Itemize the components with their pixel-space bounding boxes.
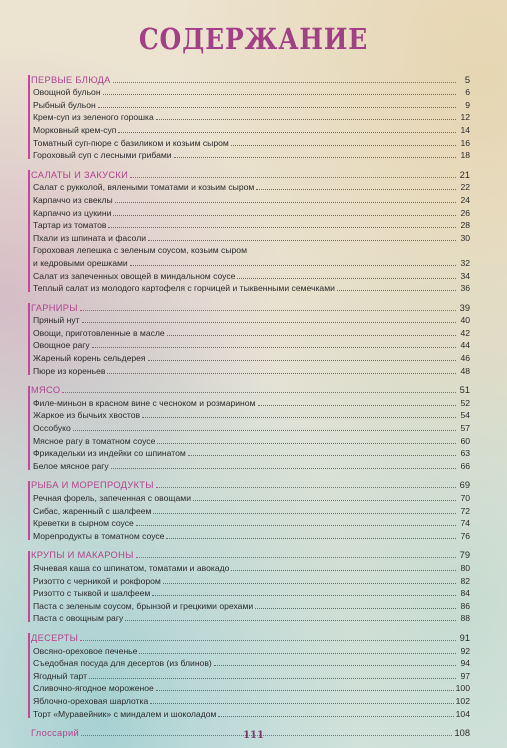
toc-entry[interactable]: Ризотто с черникой и рокфором 82 [33, 575, 470, 586]
section-heading[interactable]: ГАРНИРЫ 39 [31, 302, 470, 313]
section-bar [28, 481, 30, 540]
table-of-contents [28, 73, 470, 746]
toc-entry[interactable]: Рыбный бульон 9 [33, 99, 470, 110]
page-number: 39 [459, 302, 470, 313]
section-bar [28, 551, 30, 623]
toc-entry[interactable]: Съедобная посуда для десертов (из блинов) 94 [33, 658, 470, 669]
toc-entry[interactable]: Жаркое из бычьих хвостов 54 [33, 410, 470, 421]
toc-entry[interactable]: Ячневая каша со шпинатом, томатами и авокадо 80 [33, 562, 470, 573]
toc-entry[interactable]: Салат с рукколой, вялеными томатами и козьим сыром 22 [33, 182, 470, 193]
toc-entry[interactable]: Белое мясное рагу 66 [33, 460, 470, 471]
toc-section-sides [28, 301, 470, 377]
toc-entry[interactable]: Салат из запеченных овощей в миндальном соусе 34 [33, 270, 470, 281]
toc-section-grains [28, 549, 470, 625]
toc-entry[interactable]: Пряный нут 40 [33, 315, 470, 326]
section-bar [28, 386, 30, 470]
toc-entry[interactable]: Мясное рагу в томатном соусе 60 [33, 435, 470, 446]
section-heading[interactable]: КРУПЫ И МАКАРОНЫ 79 [31, 550, 470, 561]
page-number: 91 [459, 632, 470, 643]
toc-entry[interactable]: Сибас, жаренный с шалфеем 72 [33, 505, 470, 516]
toc-entry[interactable]: Яблочно-ореховая шарлотка 102 [33, 695, 470, 706]
toc-entry[interactable]: Теплый салат из молодого картофеля с горчицей и тыквенными семечками 36 [33, 283, 470, 294]
toc-entry[interactable]: Паста с зеленым соусом, брынзой и грецкими орехами 86 [33, 600, 470, 611]
toc-section-first-courses [28, 73, 470, 161]
toc-entry[interactable]: Ризотто с тыквой и шалфеем 84 [33, 588, 470, 599]
page-number: 69 [459, 480, 470, 491]
toc-entry[interactable]: Пхали из шпината и фасоли 30 [33, 232, 470, 243]
section-bar [28, 633, 30, 717]
section-bar [28, 170, 30, 292]
toc-section-salads [28, 168, 470, 294]
page-number: 5 [464, 74, 470, 85]
toc-entry[interactable]: Оссобуко 57 [33, 423, 470, 434]
page-number: 51 [459, 385, 470, 396]
toc-section-fish [28, 479, 470, 542]
toc-entry[interactable]: Овощное рагу 44 [33, 340, 470, 351]
section-heading[interactable]: ПЕРВЫЕ БЛЮДА 5 [31, 74, 470, 85]
toc-entry[interactable]: Крем-суп из зеленого горошка 12 [33, 112, 470, 123]
toc-entry[interactable]: Морепродукты в томатном соусе 76 [33, 530, 470, 541]
toc-entry[interactable]: Ягодный тарт 97 [33, 670, 470, 681]
toc-entry[interactable]: Карпаччо из цукини 26 [33, 207, 470, 218]
toc-entry[interactable]: Пюре из кореньев 48 [33, 365, 470, 376]
page-title: СОДЕРЖАНИЕ [138, 22, 369, 56]
toc-entry[interactable]: Морковный крем-суп 14 [33, 124, 470, 135]
toc-entry-line1[interactable]: Гороховая лепешка с зеленым соусом, козьим сыром [33, 244, 247, 255]
toc-entry[interactable]: Сливочно-ягодное мороженое 100 [33, 683, 470, 694]
page-number: 79 [459, 550, 470, 561]
glossary-entry[interactable]: Глоссарий 108 [31, 728, 470, 739]
toc-entry[interactable]: Овощной бульон 6 [33, 87, 470, 98]
toc-entry[interactable]: Овсяно-ореховое печенье 92 [33, 645, 470, 656]
toc-entry[interactable]: Креветки в сырном соусе 74 [33, 518, 470, 529]
toc-entry[interactable]: Речная форель, запеченная с овощами 70 [33, 493, 470, 503]
section-heading[interactable]: РЫБА И МОРЕПРОДУКТЫ 69 [31, 480, 470, 491]
section-heading[interactable]: МЯСО 51 [31, 385, 470, 396]
section-heading[interactable]: САЛАТЫ И ЗАКУСКИ 21 [31, 169, 470, 180]
section-bar [28, 303, 30, 375]
toc-entry[interactable]: Жареный корень сельдерея 46 [33, 353, 470, 364]
toc-entry[interactable]: Филе-миньон в красном вине с чесноком и розмарином 52 [33, 397, 470, 408]
toc-section-meat [28, 384, 470, 472]
toc-entry[interactable]: Карпаччо из свеклы 24 [33, 194, 470, 205]
toc-entry[interactable]: Фрикадельки из индейки со шпинатом 63 [33, 448, 470, 459]
page-number: 21 [459, 169, 470, 180]
toc-entry[interactable]: Томатный суп-пюре с базиликом и козьим сыром 16 [33, 137, 470, 148]
toc-entry[interactable]: Тартар из томатов 28 [33, 220, 470, 231]
page-number: 108 [454, 728, 470, 739]
toc-entry[interactable]: Овощи, приготовленные в масле 42 [33, 327, 470, 338]
toc-entry[interactable]: Гороховый суп с лесными грибами 18 [33, 150, 470, 161]
toc-entry[interactable]: Паста с овощным рагу 88 [33, 613, 470, 624]
toc-section-desserts [28, 631, 470, 719]
section-heading[interactable]: ДЕСЕРТЫ 91 [31, 632, 470, 643]
section-bar [28, 75, 30, 159]
toc-entry[interactable]: и кедровыми орешками 32 [33, 257, 470, 268]
toc-entry[interactable]: Торт «Муравейник» с миндалем и шоколадом 104 [33, 708, 470, 719]
page-folio: 111 [243, 730, 264, 741]
